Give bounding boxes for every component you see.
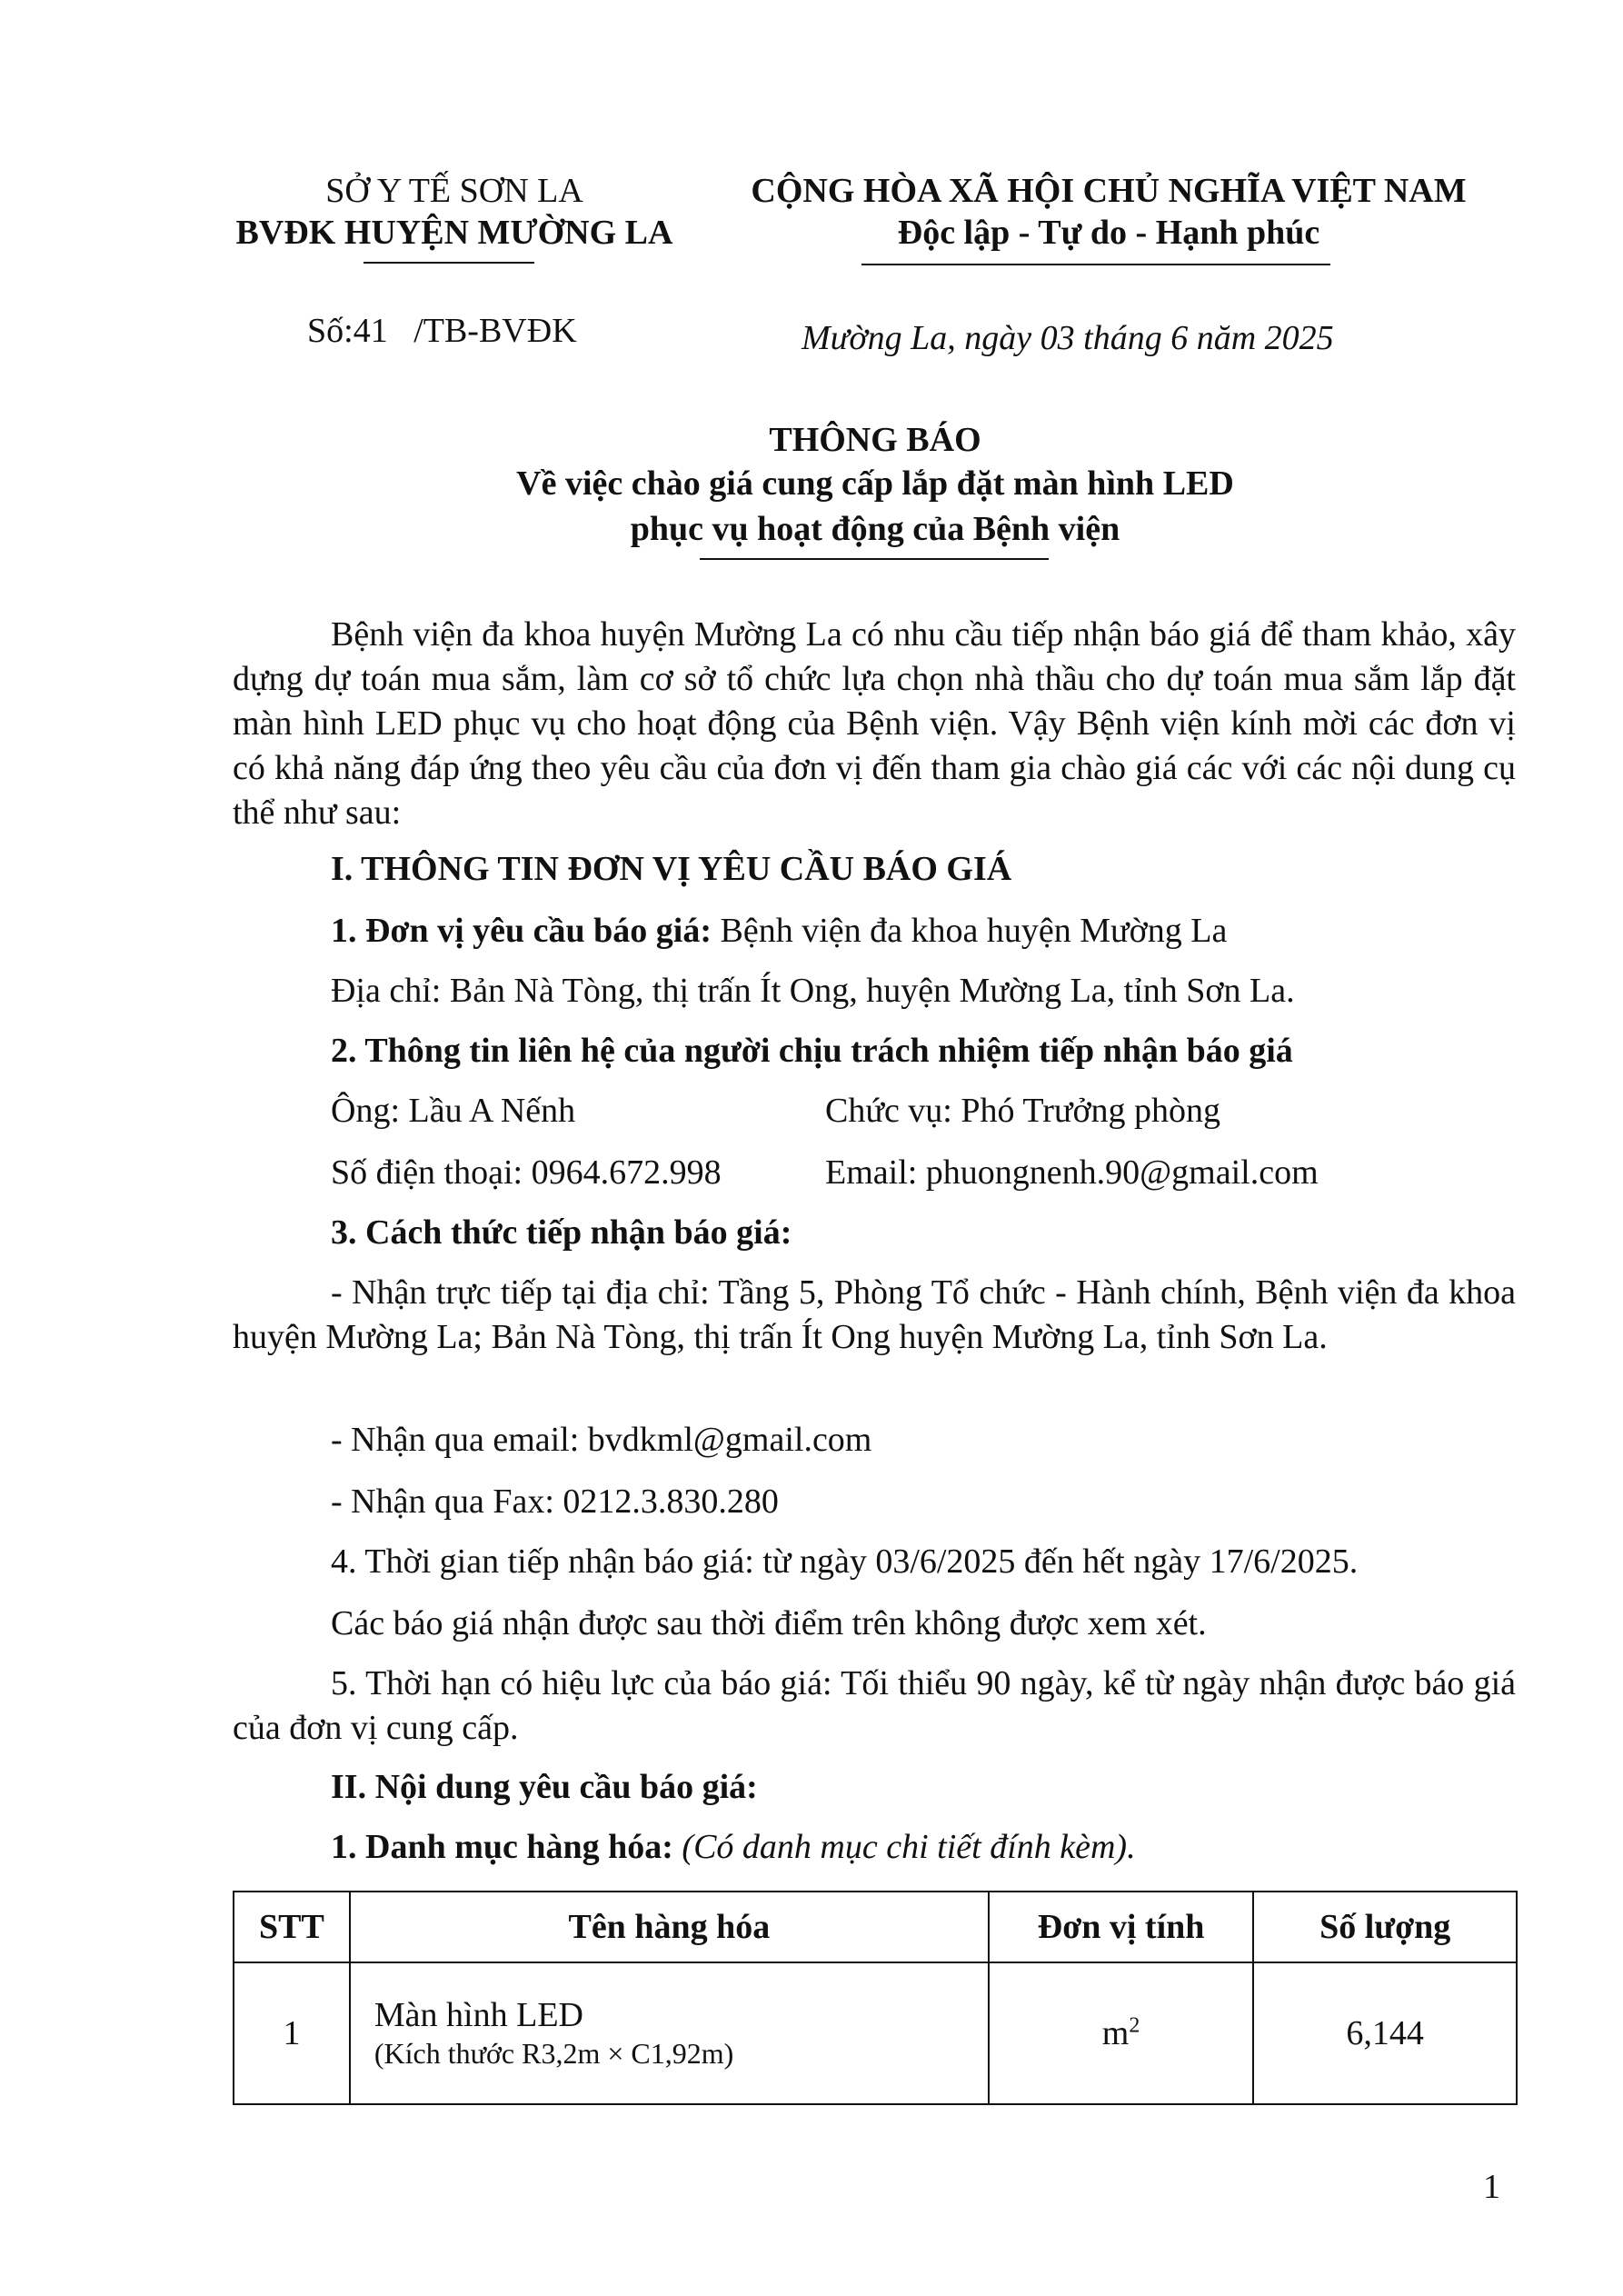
national-motto: Độc lập - Tự do - Hạnh phúc xyxy=(897,214,1320,252)
nation-title: CỘNG HÒA XÃ HỘI CHỦ NGHĨA VIỆT NAM xyxy=(751,172,1467,210)
motto-underline xyxy=(861,264,1330,265)
goods-list-label: 1. Danh mục hàng hóa: xyxy=(331,1828,673,1866)
receive-method-heading: 3. Cách thức tiếp nhận báo giá: xyxy=(331,1213,792,1252)
unit-name: BVĐK HUYỆN MƯỜNG LA xyxy=(235,214,673,252)
unit-exponent: 2 xyxy=(1129,2013,1140,2038)
receive-email: - Nhận qua email: bvdkml@gmail.com xyxy=(331,1421,872,1459)
validity-period: 5. Thời hạn có hiệu lực của báo giá: Tối thiểu 90 ngày, kể từ ngày nhận được báo giá của đơn vị cung cấp. xyxy=(233,1664,1516,1747)
requesting-unit xyxy=(331,911,1227,951)
goods-list-note: (Có danh mục chi tiết đính kèm). xyxy=(672,1828,1136,1866)
item-name: Màn hình LED xyxy=(373,1996,583,2034)
col-header-qty: Số lượng xyxy=(1253,1892,1517,1962)
col-header-stt: STT xyxy=(234,1892,350,1962)
unit-underline xyxy=(363,262,534,264)
contact-name: Ông: Lầu A Nếnh xyxy=(331,1092,576,1130)
document-subject-line1: Về việc chào giá cung cấp lắp đặt màn hình LED xyxy=(516,464,1234,503)
requesting-unit-value: Bệnh viện đa khoa huyện Mường La xyxy=(712,912,1228,950)
goods-list-heading xyxy=(331,1827,1136,1867)
title-underline xyxy=(700,558,1049,560)
page-number: 1 xyxy=(1483,2168,1500,2206)
col-header-unit: Đơn vị tính xyxy=(989,1892,1254,1962)
document-subject-line2: phục vụ hoạt động của Bệnh viện xyxy=(630,510,1120,548)
contact-heading: 2. Thông tin liên hệ của người chịu trách nhiệm tiếp nhận báo giá xyxy=(331,1032,1293,1070)
unit-base: m xyxy=(1101,2014,1130,2052)
item-detail: (Kích thước R3,2m × C1,92m) xyxy=(373,2037,734,2070)
agency-name: SỞ Y TẾ SƠN LA xyxy=(325,172,583,210)
contact-phone: Số điện thoại: 0964.672.998 xyxy=(331,1153,722,1192)
requesting-unit-label: 1. Đơn vị yêu cầu báo giá: xyxy=(331,912,712,950)
document-number: Số:41 /TB-BVĐK xyxy=(307,312,577,350)
cell-name xyxy=(350,1962,989,2104)
receive-period: 4. Thời gian tiếp nhận báo giá: từ ngày 03/6/2025 đến hết ngày 17/6/2025. xyxy=(331,1542,1359,1581)
unit-address: Địa chỉ: Bản Nà Tòng, thị trấn Ít Ong, huyện Mường La, tỉnh Sơn La. xyxy=(331,972,1295,1010)
cell-qty: 6,144 xyxy=(1253,1962,1517,2104)
table-header-row xyxy=(234,1892,1517,1962)
place-date: Mường La, ngày 03 tháng 6 năm 2025 xyxy=(802,319,1334,357)
contact-email: Email: phuongnenh.90@gmail.com xyxy=(825,1153,1319,1192)
contact-position: Chức vụ: Phó Trưởng phòng xyxy=(825,1092,1221,1130)
receive-direct: - Nhận trực tiếp tại địa chỉ: Tầng 5, Phòng Tổ chức - Hành chính, Bệnh viện đa khoa huyện Mường La; Bản Nà Tòng, thị trấn Ít Ong huyện Mường La, tỉnh Sơn La. xyxy=(233,1273,1516,1356)
intro-paragraph: Bệnh viện đa khoa huyện Mường La có nhu cầu tiếp nhận báo giá để tham khảo, xây dựng dự toán mua sắm, làm cơ sở tổ chức lựa chọn nhà thầu cho dự toán mua sắm lắp đặt màn hình LED phục vụ cho hoạt động của Bệnh viện. Vậy Bệnh viện kính mời các đơn vị có khả năng đáp ứng theo yêu cầu của đơn vị đến tham gia chào giá các với các nội dung cụ thể như sau: xyxy=(233,615,1516,832)
table-row xyxy=(234,1962,1517,2104)
goods-table xyxy=(233,1891,1518,2105)
document-title: THÔNG BÁO xyxy=(769,421,981,459)
cell-unit xyxy=(989,1962,1254,2104)
section-2-heading: II. Nội dung yêu cầu báo giá: xyxy=(331,1768,758,1806)
section-1-heading: I. THÔNG TIN ĐƠN VỊ YÊU CẦU BÁO GIÁ xyxy=(331,850,1012,888)
receive-fax: - Nhận qua Fax: 0212.3.830.280 xyxy=(331,1482,779,1521)
receive-period-note: Các báo giá nhận được sau thời điểm trên không được xem xét. xyxy=(331,1604,1207,1642)
col-header-name: Tên hàng hóa xyxy=(350,1892,989,1962)
cell-stt: 1 xyxy=(234,1962,350,2104)
